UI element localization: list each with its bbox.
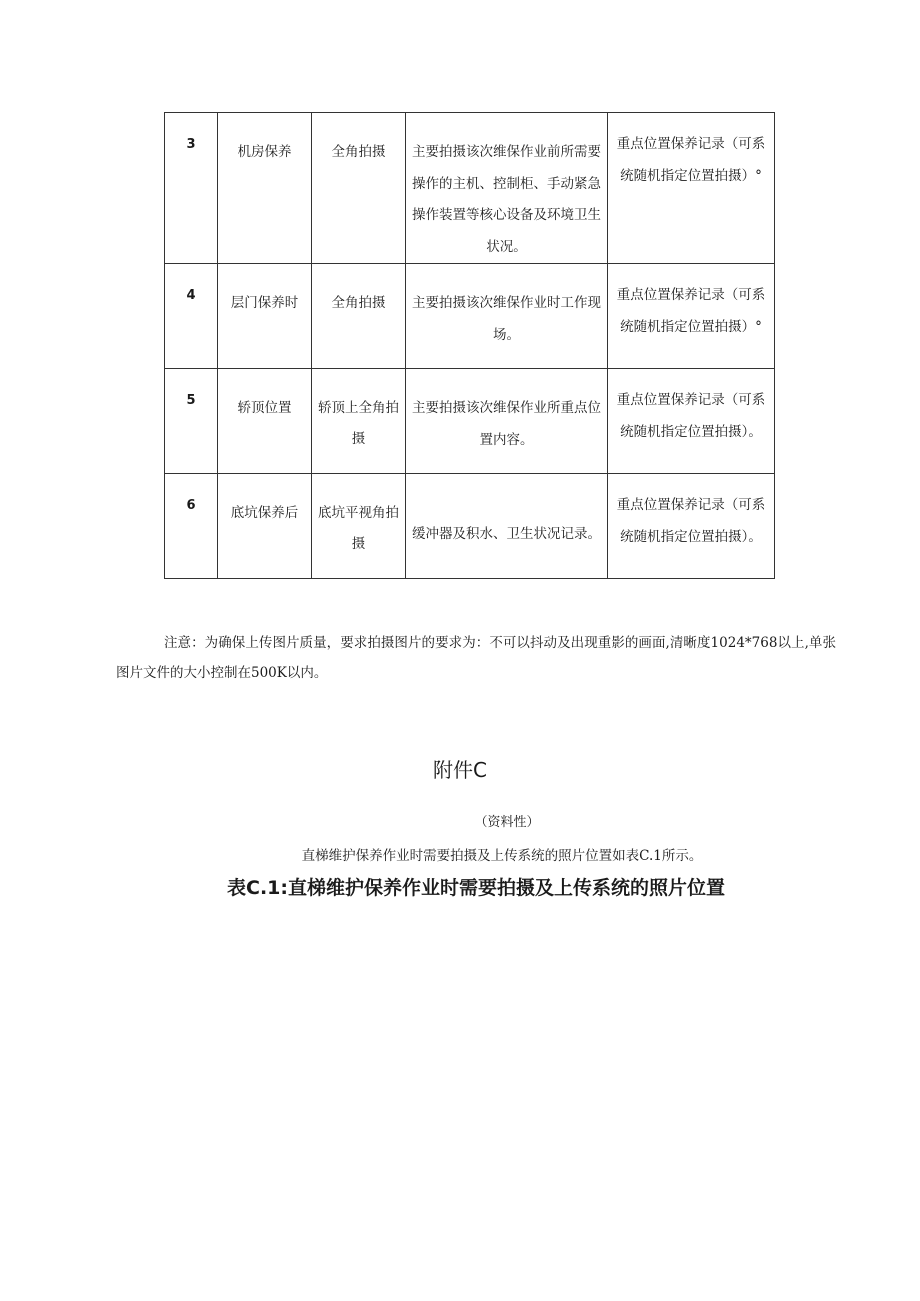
shooting-requirement: 缓冲器及积水、卫生状况记录。 bbox=[406, 474, 608, 579]
appendix-title: 附件C bbox=[433, 758, 487, 782]
appendix-intro: 直梯维护保养作业时需要拍摄及上传系统的照片位置如表C.1所示。 bbox=[301, 848, 703, 864]
photo-location: 层门保养时 bbox=[218, 264, 312, 369]
photo-location-table bbox=[164, 112, 775, 579]
photo-location: 轿顶位置 bbox=[218, 369, 312, 474]
row-number: 6 bbox=[165, 474, 218, 579]
row-note: 重点位置保养记录（可系统随机指定位置拍摄）° bbox=[608, 113, 775, 264]
table-row bbox=[165, 474, 775, 579]
shooting-requirement: 主要拍摄该次维保作业前所需要操作的主机、控制柜、手动紧急操作装置等核心设备及环境卫生状况。 bbox=[406, 113, 608, 264]
shooting-requirement: 主要拍摄该次维保作业所重点位置内容。 bbox=[406, 369, 608, 474]
row-number: 5 bbox=[165, 369, 218, 474]
appendix-type-label: （资料性） bbox=[474, 815, 540, 830]
photo-quality-notice: 注意：为确保上传图片质量，要求拍摄图片的要求为：不可以抖动及出现重影的画面,清晰度1024*768以上,单张图片文件的大小控制在500K以内。 bbox=[116, 634, 836, 681]
row-number: 4 bbox=[165, 264, 218, 369]
shooting-method: 轿顶上全角拍摄 bbox=[312, 369, 406, 474]
row-note: 重点位置保养记录（可系统随机指定位置拍摄）。 bbox=[608, 369, 775, 474]
row-note: 重点位置保养记录（可系统随机指定位置拍摄）° bbox=[608, 264, 775, 369]
photo-location: 底坑保养后 bbox=[218, 474, 312, 579]
table-row bbox=[165, 264, 775, 369]
shooting-requirement: 主要拍摄该次维保作业时工作现场。 bbox=[406, 264, 608, 369]
shooting-method: 全角拍摄 bbox=[312, 113, 406, 264]
table-row bbox=[165, 113, 775, 264]
table-caption: 表C.1:直梯维护保养作业时需要拍摄及上传系统的照片位置 bbox=[227, 877, 725, 899]
row-note: 重点位置保养记录（可系统随机指定位置拍摄）。 bbox=[608, 474, 775, 579]
table-row bbox=[165, 369, 775, 474]
photo-location: 机房保养 bbox=[218, 113, 312, 264]
shooting-method: 全角拍摄 bbox=[312, 264, 406, 369]
shooting-method: 底坑平视角拍摄 bbox=[312, 474, 406, 579]
row-number: 3 bbox=[165, 113, 218, 264]
